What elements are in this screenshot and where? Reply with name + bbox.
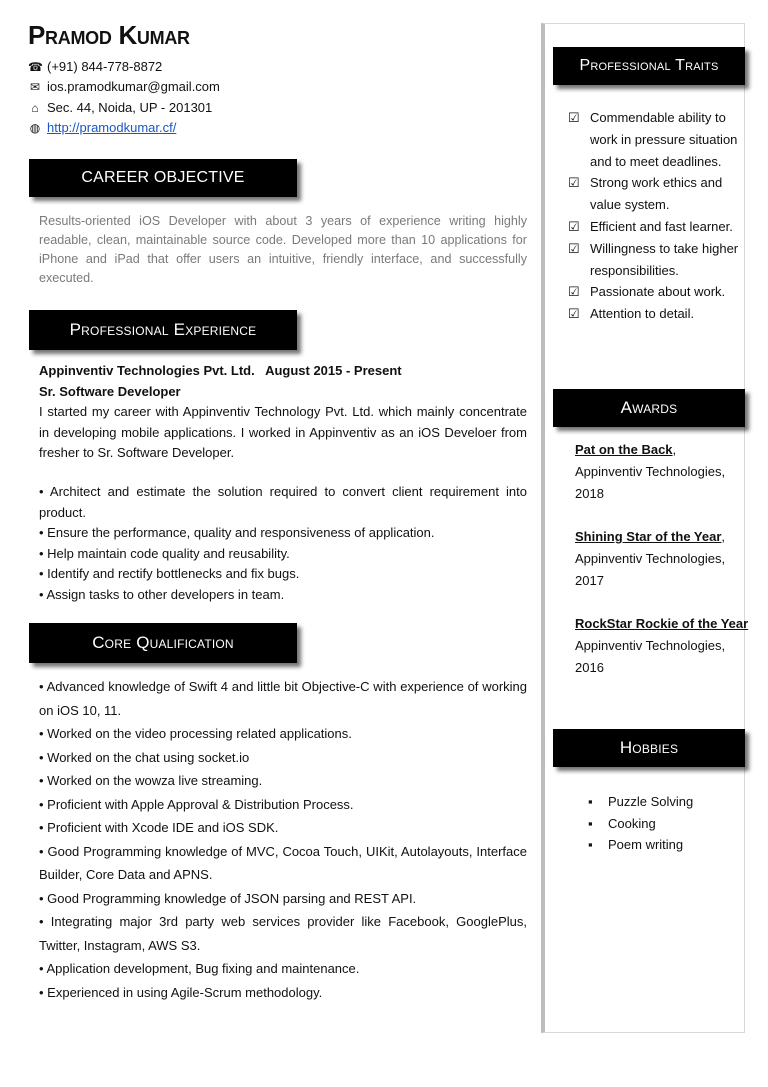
career-objective-text: Results-oriented iOS Developer with about 3 years of experience writing highly readable, clean, maintainable source code. Developed more than 10 applications for iPhone and iPad that offer users an intuitive, friendly interface, and successfully executed. [39, 214, 527, 285]
awards-heading: Awards [553, 389, 745, 427]
qualification-bullet: • Integrating major 3rd party web services provider like Facebook, GooglePlus, Twitter, Instagram, AWS S3. [39, 914, 527, 953]
award-org: Appinventiv Technologies, [575, 463, 726, 479]
trait-text: Attention to detail. [590, 306, 695, 322]
award-org: Appinventiv Technologies, [575, 637, 726, 653]
traits-list [568, 107, 748, 325]
experience-heading: Professional Experience [29, 310, 297, 350]
qualification-bullets [39, 675, 527, 1004]
contact-email [28, 77, 220, 97]
email-text: ios.pramodkumar@gmail.com [47, 79, 220, 94]
hobbies-heading: Hobbies [553, 729, 745, 767]
award-item [575, 439, 750, 504]
experience-bullet: • Architect and estimate the solution required to convert client requirement into product. [39, 484, 527, 520]
job-role: Sr. Software Developer [39, 384, 181, 399]
mail-icon: ✉ [29, 80, 41, 94]
qualification-bullet: • Advanced knowledge of Swift 4 and little bit Objective-C with experience of working on iOS 10, 11. [39, 679, 527, 718]
checkbox-icon: ☑ [568, 110, 580, 125]
home-icon: ⌂ [31, 101, 39, 115]
award-separator: , [672, 442, 677, 457]
trait-text: Passionate about work. [590, 284, 726, 300]
website-link[interactable]: http://pramodkumar.cf/ [47, 120, 177, 135]
hobby-text: Poem writing [608, 837, 684, 852]
checkbox-icon: ☑ [568, 175, 580, 191]
hobbies-list [588, 791, 693, 856]
candidate-name: Pramod Kumar [28, 20, 190, 50]
award-separator: , [721, 529, 726, 544]
trait-text: Strong work ethics and value system. [590, 175, 723, 213]
qualification-bullet: • Worked on the wowza live streaming. [39, 773, 263, 788]
career-objective-heading: CAREER OBJECTIVE [29, 159, 297, 197]
trait-item [568, 238, 748, 282]
trait-item [568, 281, 748, 303]
award-item [575, 526, 750, 591]
qualification-bullet: • Proficient with Xcode IDE and iOS SDK. [39, 820, 279, 835]
hobby-item [588, 834, 693, 856]
hobby-text: Cooking [608, 815, 656, 831]
trait-item [568, 216, 748, 238]
award-title: Shining Star of the Year [575, 529, 722, 544]
square-bullet-icon: ▪ [588, 815, 593, 831]
contact-phone [28, 57, 162, 77]
checkbox-icon: ☑ [568, 240, 580, 256]
checkbox-icon: ☑ [568, 218, 580, 234]
experience-bullet: • Assign tasks to other developers in team. [39, 586, 285, 602]
qualification-bullet: • Good Programming knowledge of MVC, Cocoa Touch, UIKit, Autolayouts, Interface Builder, Core Data and APNS. [39, 843, 527, 882]
qualification-bullet: • Worked on the video processing related applications. [39, 726, 352, 741]
globe-icon: ◍ [29, 121, 41, 135]
trait-text: Efficient and fast learner. [590, 218, 733, 234]
award-year: 2017 [575, 572, 604, 588]
award-item [575, 613, 750, 678]
experience-bullet: • Help maintain code quality and reusability. [39, 545, 290, 561]
trait-text: Commendable ability to work in pressure situation and to meet deadlines. [590, 110, 738, 169]
qualification-bullet: • Application development, Bug fixing and maintenance. [39, 961, 360, 976]
experience-bullet: • Ensure the performance, quality and responsiveness of application. [39, 525, 435, 540]
award-year: 2016 [575, 659, 604, 675]
address-text: Sec. 44, Noida, UP - 201301 [47, 100, 213, 115]
qualification-heading: Core Qualification [29, 623, 297, 663]
hobby-item [588, 791, 693, 813]
experience-bullet: • Identify and rectify bottlenecks and fix bugs. [39, 566, 300, 581]
hobby-item [588, 813, 693, 835]
trait-item [568, 107, 748, 172]
qualification-bullet: • Experienced in using Agile-Scrum methodology. [39, 984, 323, 1000]
contact-website[interactable] [28, 118, 176, 138]
award-title: RockStar Rockie of the Year [575, 616, 749, 631]
hobby-text: Puzzle Solving [608, 794, 694, 809]
square-bullet-icon: ▪ [588, 837, 593, 852]
traits-heading: Professional Traits [553, 47, 745, 85]
experience-bullets [39, 482, 527, 605]
trait-text: Willingness to take higher responsibilities. [590, 240, 739, 278]
phone-icon: ☎ [28, 60, 43, 74]
qualification-bullet: • Worked on the chat using socket.io [39, 749, 250, 765]
checkbox-icon: ☑ [568, 306, 580, 322]
phone-text: (+91) 844-778-8872 [47, 59, 163, 74]
square-bullet-icon: ▪ [588, 794, 593, 809]
trait-item [568, 303, 748, 325]
company-line: Appinventiv Technologies Pvt. Ltd. August 2015 - Present [39, 363, 402, 378]
qualification-bullet: • Good Programming knowledge of JSON parsing and REST API. [39, 890, 417, 906]
experience-summary: I started my career with Appinventiv Technology Pvt. Ltd. which mainly concentrate in developing mobile applications. I worked in Appinventiv as an iOS Develoer from fresher to Sr. Software Developer. [39, 404, 527, 460]
checkbox-icon: ☑ [568, 284, 580, 300]
award-org: Appinventiv Technologies, [575, 550, 726, 566]
trait-item [568, 172, 748, 216]
qualification-bullet: • Proficient with Apple Approval & Distribution Process. [39, 796, 354, 812]
award-year: 2018 [575, 485, 604, 501]
award-title: Pat on the Back [575, 442, 673, 457]
contact-address [28, 98, 212, 118]
